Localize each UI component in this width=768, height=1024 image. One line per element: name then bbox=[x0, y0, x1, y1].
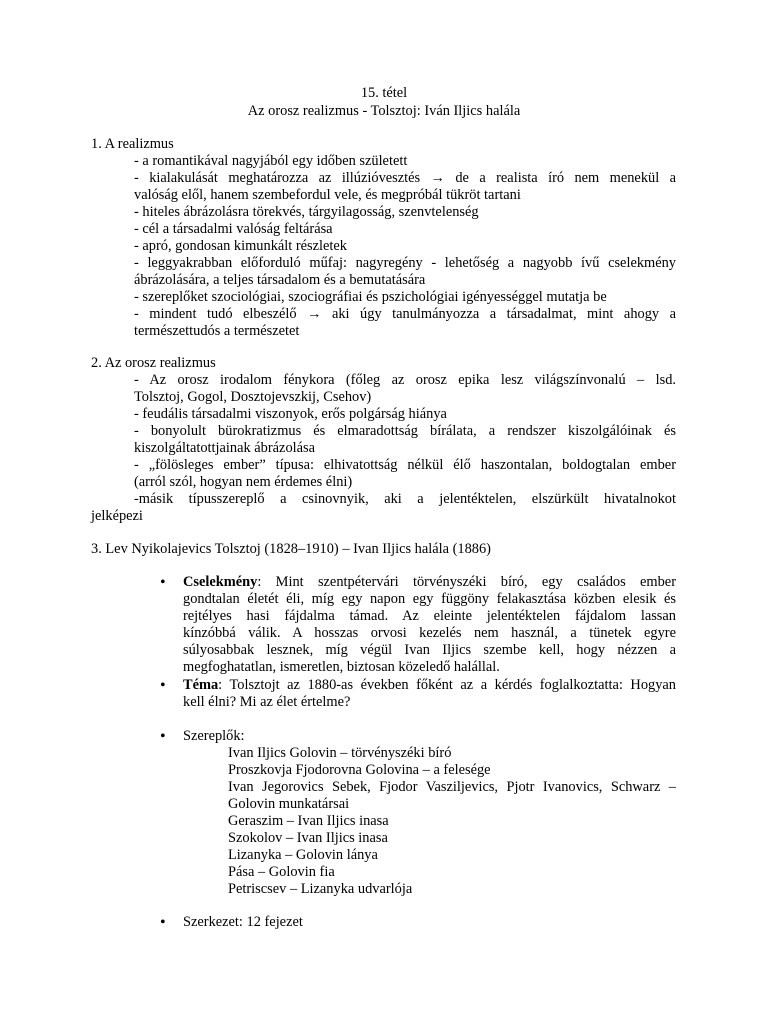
plot-line bbox=[183, 574, 676, 591]
section-1-line: - a romantikával nagyjából egy időben született bbox=[134, 153, 408, 169]
section-1-line: - mindent tudó elbeszélő → aki úgy tanulmányozza a társadalmat, mint ahogy a bbox=[134, 306, 676, 322]
section-2-line: - bonyolult bürokratizmus és elmaradottság bírálata, a rendszer kiszolgálóinak és bbox=[134, 423, 676, 439]
document-number: 15. tétel bbox=[360, 85, 408, 101]
section-2-line: jelképezi bbox=[91, 508, 143, 524]
structure-line: Szerkezet: 12 fejezet bbox=[183, 914, 303, 930]
section-2-line: - Az orosz irodalom fénykora (főleg az orosz epika lesz világszínvonalú – lsd. bbox=[134, 372, 676, 388]
theme-line: kell élni? Mi az élet értelme? bbox=[183, 694, 351, 710]
plot-line: rejtélyes hasi fájdalma támad. Az eleinte jelentéktelen fájdalom lassan bbox=[183, 608, 676, 624]
section-2-line: Tolsztoj, Gogol, Dosztojevszkij, Csehov) bbox=[134, 389, 372, 405]
document-title: Az orosz realizmus - Tolsztoj: Iván Iljics halála bbox=[247, 103, 521, 119]
character-item: Ivan Jegorovics Sebek, Fjodor Vasziljevics, Pjotr Ivanovics, Schwarz – bbox=[228, 779, 676, 795]
bullet-icon: • bbox=[160, 914, 166, 931]
section-1-line: - cél a társadalmi valóság feltárása bbox=[134, 221, 333, 237]
section-1-heading: 1. A realizmus bbox=[91, 136, 174, 152]
section-1-line: - szereplőket szociológiai, szociográfiai és pszichológiai igényességgel mutatja be bbox=[134, 289, 607, 305]
plot-line: gondtalan életét éli, míg egy napon egy függöny felakasztása közben elesik és bbox=[183, 591, 676, 607]
theme-label: Téma bbox=[183, 677, 219, 693]
section-2-line: -másik típusszereplő a csinovnyik, aki a jelentéktelen, elszürkült hivatalnokot bbox=[134, 491, 676, 507]
theme-line bbox=[183, 677, 676, 694]
section-2-heading: 2. Az orosz realizmus bbox=[91, 355, 216, 371]
bullet-icon: • bbox=[160, 728, 166, 745]
section-2-line: - „fölösleges ember” típusa: elhivatottság nélkül élő haszontalan, boldogtalan ember bbox=[134, 457, 676, 473]
section-1-line: - hiteles ábrázolásra törekvés, tárgyilagosság, szenvtelenség bbox=[134, 204, 479, 220]
character-item: Pása – Golovin fia bbox=[228, 864, 335, 880]
character-item: Petriscsev – Lizanyka udvarlója bbox=[228, 881, 413, 897]
plot-label: Cselekmény bbox=[183, 574, 258, 590]
plot-line: súlyosabbak lesznek, míg végül Ivan Iljics szembe kell, hogy nézzen a bbox=[183, 642, 676, 658]
characters-label: Szereplők: bbox=[183, 728, 245, 744]
section-1-line: - kialakulását meghatározza az illúzióvesztés → de a realista író nem menekül a bbox=[134, 170, 676, 186]
character-item: Szokolov – Ivan Iljics inasa bbox=[228, 830, 388, 846]
character-item: Geraszim – Ivan Iljics inasa bbox=[228, 813, 389, 829]
section-1-line: - apró, gondosan kimunkált részletek bbox=[134, 238, 347, 254]
section-2-line: - feudális társadalmi viszonyok, erős polgárság hiánya bbox=[134, 406, 447, 422]
bullet-icon: • bbox=[160, 677, 166, 694]
theme-text: : Tolsztojt az 1880-as években főként az a kérdés foglalkoztatta: Hogyan bbox=[218, 677, 676, 693]
section-1-line: - leggyakrabban előforduló műfaj: nagyregény - lehetőség a nagyobb ívű cselekmény bbox=[134, 255, 676, 271]
plot-line: megfoghatatlan, ismeretlen, biztosan közeledő halállal. bbox=[183, 659, 500, 675]
character-item: Ivan Iljics Golovin – törvényszéki bíró bbox=[228, 745, 452, 761]
character-item: Lizanyka – Golovin lánya bbox=[228, 847, 378, 863]
section-1-line: ábrázolására, a teljes társadalom és a bemutatására bbox=[134, 272, 426, 288]
section-2-line: (arról szól, hogyan nem érdemes élni) bbox=[134, 474, 353, 490]
section-1-line: valóság elől, hanem szembefordul vele, és megpróbál tükröt tartani bbox=[134, 187, 521, 203]
section-3-heading: 3. Lev Nyikolajevics Tolsztoj (1828–1910) – Ivan Iljics halála (1886) bbox=[91, 541, 491, 557]
character-item: Golovin munkatársai bbox=[228, 796, 350, 812]
plot-text: : Mint szentpétervári törvényszéki bíró, egy családos ember bbox=[257, 574, 676, 590]
section-2-line: kiszolgáltatottjainak ábrázolása bbox=[134, 440, 316, 456]
character-item: Proszkovja Fjodorovna Golovina – a felesége bbox=[228, 762, 491, 778]
bullet-icon: • bbox=[160, 574, 166, 591]
section-1-line: természettudós a természetet bbox=[134, 323, 300, 339]
plot-line: kínzóbbá válik. A hosszas orvosi kezelés nem használ, a tünetek egyre bbox=[183, 625, 676, 641]
